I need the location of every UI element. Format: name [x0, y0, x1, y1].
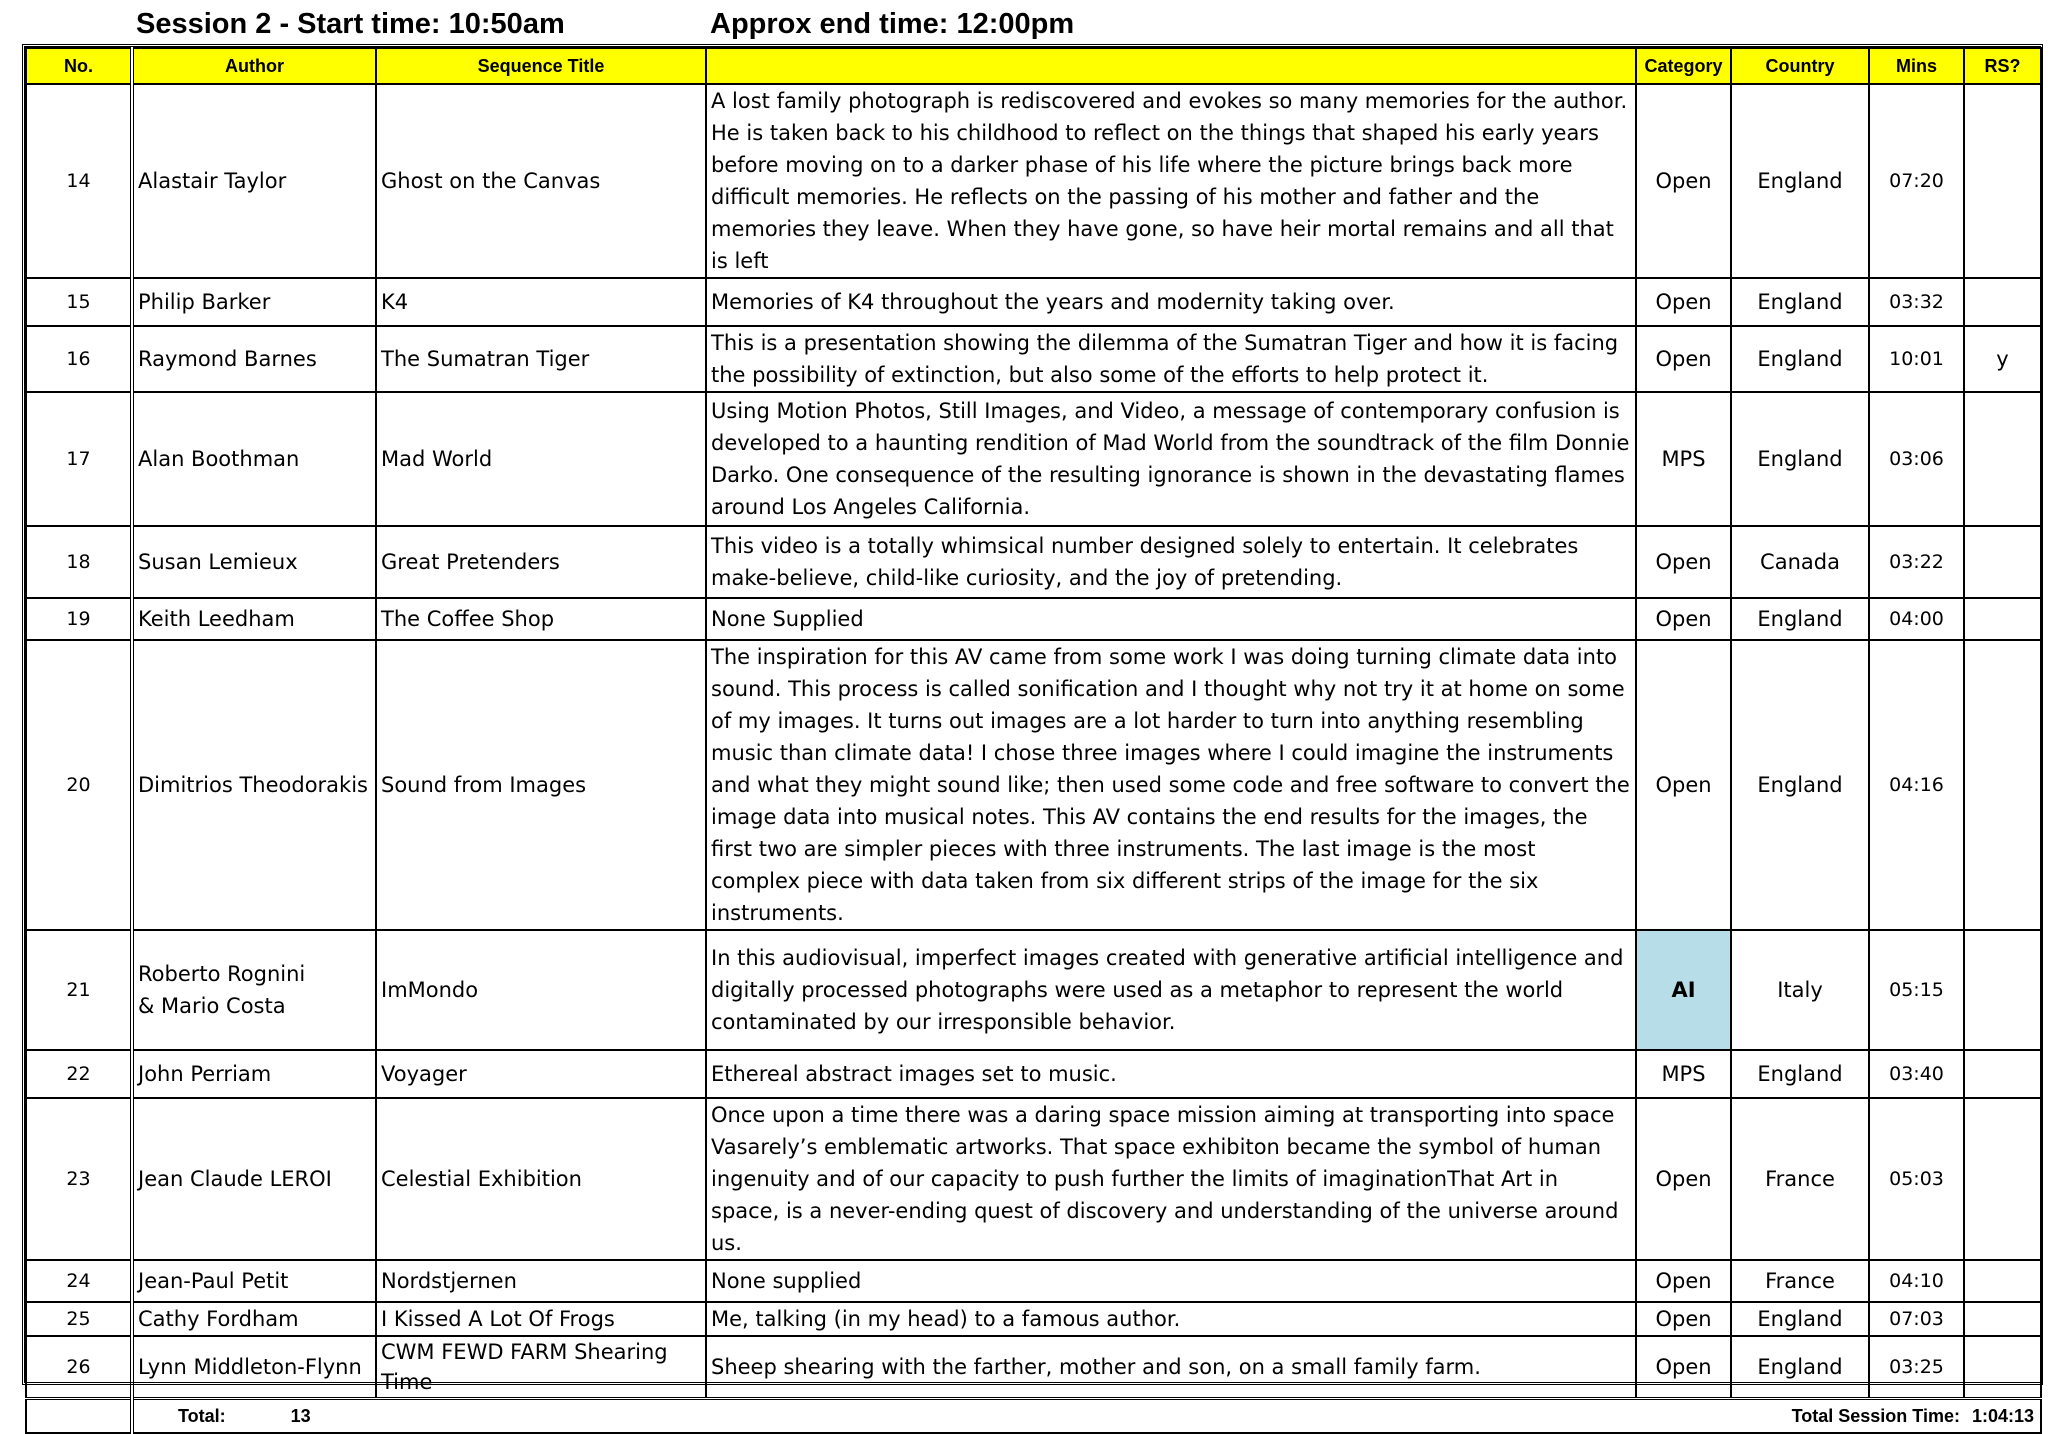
row-category: Open — [1636, 326, 1731, 392]
session-table — [25, 47, 2042, 1434]
total-session-time — [1792, 1400, 2034, 1432]
row-rs — [1964, 278, 2041, 326]
row-description: This is a presentation showing the dilemma of the Sumatran Tiger and how it is facing the possibility of extinction, but also some of the efforts to help protect it. — [706, 326, 1636, 392]
row-country: England — [1731, 1302, 1869, 1336]
row-number: 24 — [26, 1260, 132, 1302]
row-number: 16 — [26, 326, 132, 392]
row-description: Me, talking (in my head) to a famous author. — [706, 1302, 1636, 1336]
row-description: None supplied — [706, 1260, 1636, 1302]
row-category: Open — [1636, 526, 1731, 598]
table-row — [26, 526, 2041, 598]
col-header-author: Author — [132, 48, 376, 84]
total-row-no-cell — [26, 1399, 132, 1434]
row-author: Susan Lemieux — [132, 526, 376, 598]
row-rs — [1964, 392, 2041, 526]
row-author: Alastair Taylor — [132, 84, 376, 278]
row-title: ImMondo — [376, 930, 706, 1050]
row-mins: 07:20 — [1869, 84, 1964, 278]
col-header-rs: RS? — [1964, 48, 2041, 84]
row-category: Open — [1636, 1260, 1731, 1302]
row-category: Open — [1636, 640, 1731, 930]
row-description: Once upon a time there was a daring space mission aiming at transporting into space Vasarely’s emblematic artworks. That space exhibiton became the symbol of human ingenuity and of our capacity to push further the limits of imaginationThat Art in space, is a never-ending quest of discovery and understanding of the universe around us. — [706, 1098, 1636, 1260]
row-category: MPS — [1636, 392, 1731, 526]
row-author: Dimitrios Theodorakis — [132, 640, 376, 930]
row-description: Ethereal abstract images set to music. — [706, 1050, 1636, 1098]
row-number: 21 — [26, 930, 132, 1050]
row-title: The Coffee Shop — [376, 598, 706, 640]
col-header-no: No. — [26, 48, 132, 84]
row-description: Using Motion Photos, Still Images, and Video, a message of contemporary confusion is developed to a haunting rendition of Mad World from the soundtrack of the film Donnie Darko. One consequence of the resulting ignorance is shown in the devastating flames around Los Angeles California. — [706, 392, 1636, 526]
table-row — [26, 1098, 2041, 1260]
row-author: Jean-Paul Petit — [132, 1260, 376, 1302]
approx-end-time: Approx end time: 12:00pm — [710, 8, 1075, 40]
row-mins: 03:40 — [1869, 1050, 1964, 1098]
row-rs — [1964, 640, 2041, 930]
row-description: This video is a totally whimsical number designed solely to entertain. It celebrates make-believe, child-like curiosity, and the joy of pretending. — [706, 526, 1636, 598]
row-country: England — [1731, 1050, 1869, 1098]
row-author: Cathy Fordham — [132, 1302, 376, 1336]
table-row — [26, 930, 2041, 1050]
row-title: Sound from Images — [376, 640, 706, 930]
row-mins: 04:16 — [1869, 640, 1964, 930]
row-mins: 07:03 — [1869, 1302, 1964, 1336]
row-description: A lost family photograph is rediscovered and evokes so many memories for the author. He is taken back to his childhood to reflect on the things that shaped his early years before moving on to a darker phase of his life where the picture brings back more difficult memories. He reflects on the passing of his mother and father and the memories they leave. When they have gone, so have heir mortal remains and all that is left — [706, 84, 1636, 278]
col-header-title: Sequence Title — [376, 48, 706, 84]
col-header-category: Category — [1636, 48, 1731, 84]
row-mins: 04:10 — [1869, 1260, 1964, 1302]
row-number: 14 — [26, 84, 132, 278]
row-title: K4 — [376, 278, 706, 326]
row-author: Jean Claude LEROI — [132, 1098, 376, 1260]
row-category: Open — [1636, 1302, 1731, 1336]
row-rs: y — [1964, 326, 2041, 392]
total-row-summary — [132, 1399, 2041, 1434]
row-author: Raymond Barnes — [132, 326, 376, 392]
row-country: England — [1731, 1336, 1869, 1399]
row-description: None Supplied — [706, 598, 1636, 640]
row-description: In this audiovisual, imperfect images created with generative artificial intelligence and digitally processed photographs were used as a metaphor to represent the world contaminated by our irresponsible behavior. — [706, 930, 1636, 1050]
table-row — [26, 1260, 2041, 1302]
row-rs — [1964, 1098, 2041, 1260]
row-title: Nordstjernen — [376, 1260, 706, 1302]
row-country: England — [1731, 392, 1869, 526]
row-author: Keith Leedham — [132, 598, 376, 640]
row-title: Great Pretenders — [376, 526, 706, 598]
row-country: England — [1731, 640, 1869, 930]
total-label: Total: — [178, 1406, 226, 1426]
row-category: Open — [1636, 1098, 1731, 1260]
row-description: Memories of K4 throughout the years and modernity taking over. — [706, 278, 1636, 326]
table-header-row — [26, 48, 2041, 84]
table-row — [26, 326, 2041, 392]
row-category: Open — [1636, 1336, 1731, 1399]
table-row — [26, 278, 2041, 326]
row-country: Italy — [1731, 930, 1869, 1050]
row-country: England — [1731, 84, 1869, 278]
row-number: 15 — [26, 278, 132, 326]
row-mins: 10:01 — [1869, 326, 1964, 392]
total-session-time-value: 1:04:13 — [1971, 1406, 2034, 1426]
table-row — [26, 84, 2041, 278]
row-title: Mad World — [376, 392, 706, 526]
row-mins: 03:32 — [1869, 278, 1964, 326]
row-number: 25 — [26, 1302, 132, 1336]
row-author: Roberto Rognini & Mario Costa — [132, 930, 376, 1050]
row-rs — [1964, 598, 2041, 640]
total-row — [26, 1399, 2041, 1434]
row-mins: 03:25 — [1869, 1336, 1964, 1399]
row-country: England — [1731, 326, 1869, 392]
row-title: Voyager — [376, 1050, 706, 1098]
row-rs — [1964, 526, 2041, 598]
row-category: AI — [1636, 930, 1731, 1050]
table-row — [26, 598, 2041, 640]
row-rs — [1964, 1336, 2041, 1399]
table-row — [26, 1302, 2041, 1336]
col-header-description — [706, 48, 1636, 84]
row-title: The Sumatran Tiger — [376, 326, 706, 392]
total-session-time-label: Total Session Time: — [1791, 1406, 1960, 1426]
row-country: France — [1731, 1260, 1869, 1302]
col-header-country: Country — [1731, 48, 1869, 84]
row-category: Open — [1636, 598, 1731, 640]
row-description: Sheep shearing with the farther, mother and son, on a small family farm. — [706, 1336, 1636, 1399]
row-category: Open — [1636, 278, 1731, 326]
row-number: 17 — [26, 392, 132, 526]
row-number: 19 — [26, 598, 132, 640]
row-rs — [1964, 1050, 2041, 1098]
row-country: England — [1731, 598, 1869, 640]
row-country: Canada — [1731, 526, 1869, 598]
row-title: CWM FEWD FARM Shearing Time — [376, 1336, 706, 1399]
row-title: I Kissed A Lot Of Frogs — [376, 1302, 706, 1336]
col-header-mins: Mins — [1869, 48, 1964, 84]
row-category: Open — [1636, 84, 1731, 278]
session-start-time: Session 2 - Start time: 10:50am — [136, 8, 565, 40]
row-country: France — [1731, 1098, 1869, 1260]
row-number: 18 — [26, 526, 132, 598]
row-number: 23 — [26, 1098, 132, 1260]
row-number: 26 — [26, 1336, 132, 1399]
row-mins: 05:03 — [1869, 1098, 1964, 1260]
row-mins: 05:15 — [1869, 930, 1964, 1050]
row-rs — [1964, 930, 2041, 1050]
table-row — [26, 1336, 2041, 1399]
row-country: England — [1731, 278, 1869, 326]
row-category: MPS — [1636, 1050, 1731, 1098]
row-mins: 04:00 — [1869, 598, 1964, 640]
row-mins: 03:06 — [1869, 392, 1964, 526]
row-rs — [1964, 84, 2041, 278]
row-title: Celestial Exhibition — [376, 1098, 706, 1260]
row-rs — [1964, 1302, 2041, 1336]
row-author: Alan Boothman — [132, 392, 376, 526]
row-author: Lynn Middleton-Flynn — [132, 1336, 376, 1399]
row-author: Philip Barker — [132, 278, 376, 326]
table-row — [26, 640, 2041, 930]
table-row — [26, 1050, 2041, 1098]
row-number: 20 — [26, 640, 132, 930]
table-row — [26, 392, 2041, 526]
row-description: The inspiration for this AV came from some work I was doing turning climate data into sound. This process is called sonification and I thought why not try it at home on some of my images. It turns out images are a lot harder to turn into anything resembling music than climate data! I chose three images where I could imagine the instruments and what they might sound like; then used some code and free software to convert the image data into musical notes. This AV contains the end results for the images, the first two are simpler pieces with three instruments. The last image is the most complex piece with data taken from six different strips of the image for the six instruments. — [706, 640, 1636, 930]
row-author: John Perriam — [132, 1050, 376, 1098]
row-title: Ghost on the Canvas — [376, 84, 706, 278]
row-number: 22 — [26, 1050, 132, 1098]
row-rs — [1964, 1260, 2041, 1302]
total-count: 13 — [290, 1406, 311, 1426]
row-mins: 03:22 — [1869, 526, 1964, 598]
